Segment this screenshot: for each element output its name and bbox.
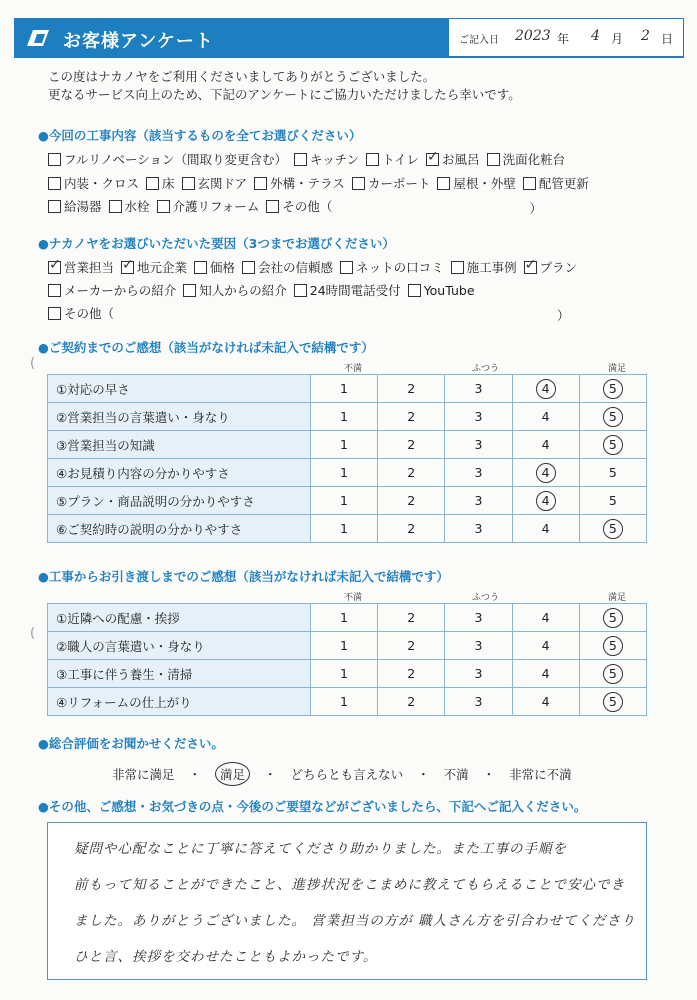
- rating-option[interactable]: [579, 487, 646, 515]
- rating-value: 1: [340, 694, 348, 709]
- scale-low: 不満: [344, 364, 363, 374]
- checkbox[interactable]: [366, 153, 379, 166]
- rating-value: 2: [407, 610, 416, 625]
- checkbox-label: 介護リフォーム: [172, 199, 260, 214]
- rating-value: 2: [407, 381, 416, 396]
- checkbox-option[interactable]: [121, 258, 187, 276]
- rating-value-selected: 4: [536, 379, 556, 399]
- checkbox-label: その他（: [282, 199, 333, 214]
- checkbox-option[interactable]: [451, 258, 517, 276]
- rating-value: 3: [474, 638, 483, 653]
- checkbox[interactable]: [48, 284, 61, 297]
- rating-option[interactable]: [512, 487, 579, 515]
- rating-value: 1: [340, 638, 348, 653]
- checkbox-option[interactable]: [182, 174, 248, 192]
- rating-row: [48, 632, 647, 660]
- q6-title: ●その他、ご感想・お気づきの点・今後のご要望などがございましたら、下記へご記入ください。: [38, 799, 587, 814]
- month-unit: 月: [611, 32, 624, 46]
- checkbox[interactable]: [352, 177, 365, 190]
- day-unit: 日: [661, 32, 674, 46]
- rating-value: 2: [407, 666, 416, 681]
- checkbox-option[interactable]: [48, 281, 176, 299]
- rating-value-selected: 5: [603, 608, 623, 628]
- rating-row: [48, 375, 647, 403]
- rating-option[interactable]: [579, 375, 646, 403]
- rating-option[interactable]: [310, 604, 377, 632]
- checkbox-option[interactable]: [426, 150, 480, 168]
- rating-option[interactable]: [512, 459, 579, 487]
- rating-option[interactable]: [579, 459, 646, 487]
- checkbox-option[interactable]: [146, 174, 175, 192]
- rating-row: [48, 459, 647, 487]
- rating-value: 3: [474, 610, 483, 625]
- rating-option[interactable]: [310, 632, 377, 660]
- rating-option[interactable]: [445, 515, 512, 543]
- checkbox[interactable]: [408, 284, 421, 297]
- checkbox-option[interactable]: [48, 197, 102, 215]
- q4-rating-table: [47, 603, 647, 716]
- checkbox-option[interactable]: [194, 258, 235, 276]
- checkbox[interactable]: [48, 153, 61, 166]
- rating-question: ①近隣への配慮・挨拶: [48, 604, 311, 632]
- rating-value: 5: [608, 493, 617, 508]
- other-close-paren: ）: [557, 307, 570, 323]
- rating-value: 4: [541, 638, 550, 653]
- rating-value: 1: [340, 610, 348, 625]
- rating-value-selected: 5: [603, 636, 623, 656]
- survey-header: [14, 18, 684, 58]
- rating-value: 2: [407, 409, 416, 424]
- rating-option[interactable]: [310, 688, 377, 716]
- other-close-paren: ）: [529, 200, 542, 216]
- rating-row: [48, 487, 647, 515]
- scale-low: 不満: [344, 593, 363, 603]
- checkbox-label: 施工事例: [466, 260, 517, 275]
- rating-row: [48, 515, 647, 543]
- q2-title: ●ナカノヤをお選びいただいた要因（3つまでお選びください）: [38, 236, 395, 251]
- rating-option[interactable]: [512, 431, 579, 459]
- checkbox-option[interactable]: [408, 283, 475, 298]
- rating-option[interactable]: [378, 403, 445, 431]
- rating-value: 4: [541, 610, 550, 625]
- rating-option[interactable]: [445, 459, 512, 487]
- checkbox[interactable]: [194, 261, 207, 274]
- rating-value-selected: 5: [603, 519, 623, 539]
- checkbox-option[interactable]: [487, 150, 566, 168]
- checkbox[interactable]: [451, 261, 464, 274]
- checkbox-checked[interactable]: [121, 261, 134, 274]
- option-row: [48, 150, 572, 169]
- rating-option[interactable]: [378, 515, 445, 543]
- rating-value-selected: 5: [603, 435, 623, 455]
- rating-row: [48, 660, 647, 688]
- separator: ・: [482, 767, 496, 782]
- checkbox[interactable]: [157, 200, 170, 213]
- rating-option[interactable]: [310, 660, 377, 688]
- rating-row: [48, 604, 647, 632]
- company-logo-icon: [25, 28, 51, 48]
- rating-value: 4: [541, 694, 550, 709]
- checkbox-label: ネットの口コミ: [356, 260, 444, 275]
- checkbox[interactable]: [523, 177, 536, 190]
- rating-value: 2: [407, 493, 416, 508]
- rating-value: 3: [474, 521, 483, 536]
- rating-value: 1: [340, 465, 348, 480]
- day-value: 2: [641, 28, 650, 44]
- rating-option[interactable]: [310, 487, 377, 515]
- rating-option[interactable]: [579, 515, 646, 543]
- date-field[interactable]: [449, 19, 683, 56]
- handwritten-comment-line: 疑問や心配なことに丁寧に答えてくださり助かりました。また工事の手順を: [74, 841, 567, 857]
- checkbox-label: 水栓: [124, 199, 150, 214]
- rating-option[interactable]: [378, 459, 445, 487]
- rating-value: 3: [474, 666, 483, 681]
- q3-title: ●ご契約までのご感想（該当がなければ未記入で結構です）: [38, 340, 374, 355]
- checkbox-label: 内装・クロス: [64, 176, 140, 191]
- rating-option[interactable]: [579, 604, 646, 632]
- rating-value: 1: [340, 437, 348, 452]
- checkbox-label: 屋根・外壁: [453, 176, 516, 191]
- rating-value-selected: 4: [536, 463, 556, 483]
- rating-value: 1: [340, 666, 348, 681]
- year-value: 2023: [515, 28, 551, 44]
- rating-value: 1: [340, 381, 348, 396]
- overall-option[interactable]: どちらとも言えない: [290, 767, 404, 782]
- checkbox-option[interactable]: [254, 174, 345, 192]
- rating-option[interactable]: [378, 431, 445, 459]
- checkbox-checked[interactable]: [426, 153, 439, 166]
- rating-value: 3: [474, 381, 483, 396]
- checkbox-label: 地元企業: [137, 260, 188, 275]
- rating-option[interactable]: [579, 431, 646, 459]
- rating-option[interactable]: [445, 632, 512, 660]
- checkbox-label: 給湯器: [64, 199, 102, 214]
- month-value: 4: [591, 28, 600, 44]
- rating-question: ⑥ご契約時の説明の分かりやすさ: [48, 515, 311, 543]
- checkbox[interactable]: [48, 307, 61, 320]
- scale-high: 満足: [608, 364, 627, 374]
- separator: ・: [188, 767, 202, 782]
- scale-high: 満足: [608, 593, 627, 603]
- checkbox[interactable]: [340, 261, 353, 274]
- checkbox-option[interactable]: [340, 258, 444, 276]
- rating-question: ③営業担当の知識: [48, 431, 311, 459]
- checkbox-label: その他（: [64, 306, 115, 321]
- rating-option[interactable]: [512, 375, 579, 403]
- checkbox-label: 24時間電話受付: [309, 283, 401, 298]
- rating-option[interactable]: [445, 375, 512, 403]
- checkbox-label: 営業担当: [64, 260, 115, 275]
- checkbox[interactable]: [48, 177, 61, 190]
- overall-option[interactable]: 不満: [443, 767, 469, 782]
- checkbox-label: 玄関ドア: [197, 176, 248, 191]
- separator: ・: [417, 767, 430, 782]
- rating-question: ⑤プラン・商品説明の分かりやすさ: [48, 487, 311, 515]
- rating-option[interactable]: [310, 431, 377, 459]
- q4-title: ●工事からお引き渡しまでのご感想（該当がなければ未記入で結構です）: [38, 569, 449, 584]
- handwritten-comment-line: ました。ありがとうございました。 営業担当の方が 職人さん方を引合わせてくださり: [74, 913, 636, 929]
- rating-question: ②営業担当の言葉遣い・身なり: [48, 403, 311, 431]
- checkbox[interactable]: [109, 200, 122, 213]
- rating-option[interactable]: [512, 632, 579, 660]
- checkbox-label: プラン: [539, 260, 578, 275]
- rating-value: 1: [340, 521, 348, 536]
- rating-option[interactable]: [445, 487, 512, 515]
- rating-value: 1: [340, 493, 348, 508]
- handwritten-comment-line: ひと言、挨拶を交わせたこともよかったです。: [74, 949, 378, 965]
- option-row: [48, 174, 596, 193]
- rating-value: 3: [474, 437, 483, 452]
- rating-option[interactable]: [445, 688, 512, 716]
- rating-option[interactable]: [378, 604, 445, 632]
- checkbox-option[interactable]: [242, 258, 333, 276]
- rating-option[interactable]: [512, 515, 579, 543]
- checkbox-label: メーカーからの紹介: [64, 283, 177, 298]
- rating-value: 2: [407, 521, 416, 536]
- option-row: [48, 197, 542, 217]
- year-unit: 年: [557, 32, 570, 46]
- handwritten-comment-line: 前もって知ることができたこと、進捗状況をこまめに教えてもらえることで安心でき: [74, 877, 625, 893]
- checkbox-checked[interactable]: [48, 261, 61, 274]
- rating-option[interactable]: [378, 375, 445, 403]
- rating-question: ①対応の早さ: [48, 375, 311, 403]
- rating-value: 5: [608, 465, 617, 480]
- option-row: [48, 304, 570, 324]
- overall-option[interactable]: 非常に満足: [112, 767, 175, 782]
- rating-option[interactable]: [579, 688, 646, 716]
- checkbox-option[interactable]: [366, 150, 419, 168]
- checkbox-label: カーポート: [367, 176, 431, 191]
- rating-option[interactable]: [378, 688, 445, 716]
- rating-value-selected: 5: [603, 407, 623, 427]
- checkbox-label: 床: [162, 176, 175, 191]
- overall-option[interactable]: 満足: [215, 762, 250, 786]
- date-label: ご記入日: [459, 35, 499, 46]
- checkbox-option[interactable]: [109, 197, 150, 215]
- page-title: お客様アンケート: [63, 31, 214, 52]
- checkbox[interactable]: [182, 177, 195, 190]
- rating-value-selected: 5: [603, 692, 623, 712]
- rating-value-selected: 4: [536, 491, 556, 511]
- checkbox-label: キッチン: [310, 152, 360, 167]
- checkbox-option[interactable]: [48, 174, 139, 192]
- rating-row: [48, 688, 647, 716]
- comment-textarea[interactable]: [47, 822, 647, 980]
- rating-value: 2: [407, 694, 416, 709]
- rating-value: 2: [407, 638, 416, 653]
- rating-option[interactable]: [310, 403, 377, 431]
- checkbox[interactable]: [487, 153, 500, 166]
- checkbox[interactable]: [294, 284, 307, 297]
- rating-question: ③工事に伴う養生・清掃: [48, 660, 311, 688]
- rating-option[interactable]: [378, 487, 445, 515]
- checkbox[interactable]: [294, 153, 307, 166]
- scale-mid: ふつう: [472, 593, 500, 603]
- rating-value: 3: [474, 694, 483, 709]
- rating-option[interactable]: [310, 515, 377, 543]
- checkbox-option[interactable]: [48, 304, 114, 322]
- checkbox-label: 外構・テラス: [270, 176, 345, 191]
- checkbox-option[interactable]: [352, 174, 431, 192]
- rating-option[interactable]: [445, 604, 512, 632]
- rating-question: ④お見積り内容の分かりやすさ: [48, 459, 311, 487]
- rating-value: 2: [407, 465, 416, 480]
- rating-option[interactable]: [310, 375, 377, 403]
- rating-option[interactable]: [378, 660, 445, 688]
- rating-option[interactable]: [445, 431, 512, 459]
- rating-option[interactable]: [512, 604, 579, 632]
- rating-value: 1: [340, 409, 348, 424]
- scale-mid: ふつう: [472, 364, 500, 374]
- rating-question: ②職人の言葉遣い・身なり: [48, 632, 311, 660]
- checkbox-option[interactable]: [157, 197, 260, 215]
- checkbox-option[interactable]: [294, 150, 359, 168]
- checkbox-option[interactable]: [48, 258, 114, 276]
- checkbox-checked[interactable]: [524, 261, 537, 274]
- checkbox[interactable]: [48, 200, 61, 213]
- rating-option[interactable]: [579, 632, 646, 660]
- q3-rating-table: [47, 374, 647, 543]
- checkbox[interactable]: [183, 284, 196, 297]
- checkbox[interactable]: [242, 261, 255, 274]
- checkbox[interactable]: [146, 177, 159, 190]
- checkbox[interactable]: [254, 177, 267, 190]
- checkbox[interactable]: [437, 177, 450, 190]
- rating-value: 4: [541, 521, 550, 536]
- checkbox-label: 価格: [210, 260, 236, 275]
- q5-title: ●総合評価をお聞かせください。: [38, 736, 224, 751]
- rating-option[interactable]: [512, 688, 579, 716]
- overall-rating-options: [112, 762, 572, 786]
- rating-value: 3: [474, 493, 483, 508]
- checkbox-label: YouTube: [423, 282, 475, 298]
- rating-value-selected: 5: [603, 664, 623, 684]
- rating-value-selected: 5: [603, 379, 623, 399]
- separator: ・: [264, 767, 277, 782]
- rating-option[interactable]: [579, 403, 646, 431]
- rating-option[interactable]: [378, 632, 445, 660]
- checkbox-option[interactable]: [294, 281, 401, 299]
- checkbox-label: 配管更新: [538, 176, 589, 191]
- rating-option[interactable]: [310, 459, 377, 487]
- checkbox-option[interactable]: [524, 258, 578, 276]
- checkbox-label: 洗面化粧台: [502, 152, 566, 167]
- q1-title: ●今回の工事内容（該当するものを全てお選びください）: [38, 128, 362, 143]
- checkbox-label: フルリノベーション（間取り変更含む）: [64, 152, 288, 167]
- checkbox-option[interactable]: [266, 197, 332, 215]
- rating-value: 4: [541, 437, 550, 452]
- overall-option[interactable]: 非常に不満: [509, 767, 572, 782]
- checkbox-option[interactable]: [183, 281, 287, 299]
- checkbox-label: 知人からの紹介: [199, 283, 287, 298]
- rating-value: 3: [474, 409, 483, 424]
- rating-value: 4: [541, 666, 550, 681]
- rating-row: [48, 431, 647, 459]
- rating-value: 4: [541, 409, 550, 424]
- option-row: [48, 258, 584, 277]
- rating-row: [48, 403, 647, 431]
- rating-question: ④リフォームの仕上がり: [48, 688, 311, 716]
- option-row: [48, 281, 482, 300]
- rating-option[interactable]: [512, 660, 579, 688]
- checkbox-option[interactable]: [523, 174, 589, 192]
- rating-value: 2: [407, 437, 416, 452]
- checkbox-label: トイレ: [382, 152, 420, 167]
- rating-option[interactable]: [445, 660, 512, 688]
- rating-option[interactable]: [579, 660, 646, 688]
- checkbox-label: お風呂: [442, 152, 480, 167]
- rating-option[interactable]: [445, 403, 512, 431]
- checkbox-label: 会社の信頼感: [258, 260, 334, 275]
- checkbox-option[interactable]: [437, 174, 516, 192]
- checkbox-option[interactable]: [48, 150, 287, 168]
- checkbox[interactable]: [266, 200, 279, 213]
- rating-value: 3: [474, 465, 483, 480]
- rating-option[interactable]: [512, 403, 579, 431]
- intro-text: この度はナカノヤをご利用くださいましてありがとうございました。 更なるサービス向上のため、下記のアンケートにご協力いただけましたら幸いです。: [48, 69, 521, 102]
